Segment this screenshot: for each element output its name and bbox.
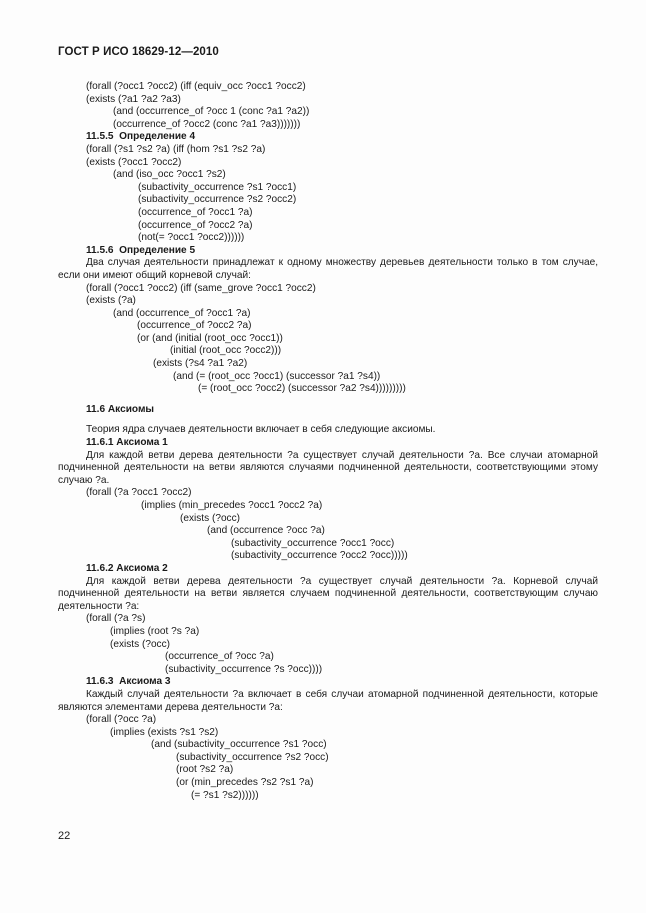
code-line: (occurrence_of ?occ ?a): [165, 651, 274, 663]
code-line: (and (occurrence ?occ ?a): [207, 525, 325, 537]
paragraph: Для каждой ветви дерева деятельности ?a существует случай деятельности ?a. Все случаи атомарной подчиненной деятельности на ветви являются случаями подчиненной деятельности, соответствующими этому случаю ?a.: [58, 449, 598, 486]
paragraph: Для каждой ветви дерева деятельности ?a существует случай деятельности ?a. Корневой случай подчиненной деятельности на ветви является случаем подчиненной деятельности, соответствующим случаю деятельности ?a:: [58, 575, 598, 612]
code-line: (occurrence_of ?occ2 ?a): [138, 219, 253, 231]
code-line: (implies (min_precedes ?occ1 ?occ2 ?a): [141, 500, 323, 511]
code-line: (implies (root ?s ?a): [110, 625, 200, 637]
code-line: (forall (?occ ?a): [86, 714, 157, 726]
section-heading: 11.5.6 Определение 5: [86, 244, 196, 256]
section-heading: 11.6.3 Аксиома 3: [86, 676, 171, 688]
code-line: (exists (?occ1 ?occ2): [86, 156, 182, 168]
code-line: (or (min_precedes ?s2 ?s1 ?a): [176, 777, 314, 789]
code-line: (exists (?a): [86, 295, 136, 307]
section-heading: 11.6.2 Аксиома 2: [86, 562, 168, 574]
code-line: (and (iso_occ ?occ1 ?s2): [113, 169, 226, 181]
code-line: (subactivity_occurrence ?s2 ?occ): [176, 751, 329, 763]
code-line: (exists (?a1 ?a2 ?a3): [86, 93, 181, 105]
code-line: (forall (?occ1 ?occ2) (iff (same_grove ?occ1 ?occ2): [86, 282, 316, 294]
code-line: (root ?s2 ?a): [176, 764, 234, 776]
paragraph: Каждый случай деятельности ?a включает в себя случаи атомарной подчиненной деятельности, которые являются элементами дерева деятельности ?a:: [58, 688, 598, 713]
code-line: (forall (?occ1 ?occ2) (iff (equiv_occ ?occ1 ?occ2): [86, 81, 306, 92]
code-line: (implies (exists ?s1 ?s2): [110, 726, 219, 738]
document-body: [58, 81, 598, 802]
code-line: (or (and (initial (root_occ ?occ1)): [137, 332, 283, 344]
code-line: (subactivity_occurrence ?s ?occ)))): [165, 663, 323, 675]
code-line: (subactivity_occurrence ?s1 ?occ1): [138, 181, 297, 193]
code-line: (occurrence_of ?occ2 (conc ?a1 ?a3))))))): [113, 118, 301, 130]
code-line: (subactivity_occurrence ?occ2 ?occ))))): [231, 550, 408, 562]
code-line: (and (subactivity_occurrence ?s1 ?occ): [151, 739, 327, 751]
code-line: (exists (?occ): [180, 512, 241, 524]
paragraph: Два случая деятельности принадлежат к одному множеству деревьев деятельности только в том случае, если они имеют общий корневой случай:: [58, 257, 598, 281]
code-line: (forall (?a ?s): [86, 613, 146, 625]
section-heading: 11.6 Аксиомы: [86, 403, 155, 415]
code-line: (subactivity_occurrence ?s2 ?occ2): [138, 194, 297, 206]
code-line: (and (occurrence_of ?occ 1 (conc ?a1 ?a2)): [113, 106, 310, 118]
code-line: (forall (?s1 ?s2 ?a) (iff (hom ?s1 ?s2 ?a): [86, 143, 266, 155]
code-line: (subactivity_occurrence ?occ1 ?occ): [231, 537, 395, 549]
code-line: (and (occurrence_of ?occ1 ?a): [113, 307, 251, 319]
code-line: (= (root_occ ?occ2) (successor ?a2 ?s4))))))))): [198, 383, 406, 395]
paragraph: Теория ядра случаев деятельности включает в себя следующие аксиомы.: [86, 424, 436, 436]
code-line: (occurrence_of ?occ1 ?a): [138, 206, 253, 218]
document-header: ГОСТ Р ИСО 18629-12—2010: [58, 46, 219, 58]
section-heading: 11.6.1 Аксиома 1: [86, 437, 168, 449]
code-line: (and (= (root_occ ?occ1) (successor ?a1 ?s4)): [173, 370, 381, 382]
code-line: (occurrence_of ?occ2 ?a): [137, 320, 252, 332]
code-line: (= ?s1 ?s2)))))): [191, 789, 259, 801]
code-line: (forall (?a ?occ1 ?occ2): [86, 487, 192, 499]
code-line: (exists (?s4 ?a1 ?a2): [153, 358, 248, 370]
section-heading: 11.5.5 Определение 4: [86, 131, 196, 143]
page-number: 22: [58, 830, 71, 842]
code-line: (not(= ?occ1 ?occ2)))))): [138, 232, 245, 244]
code-line: (initial (root_occ ?occ2))): [170, 345, 282, 357]
code-line: (exists (?occ): [110, 638, 171, 650]
